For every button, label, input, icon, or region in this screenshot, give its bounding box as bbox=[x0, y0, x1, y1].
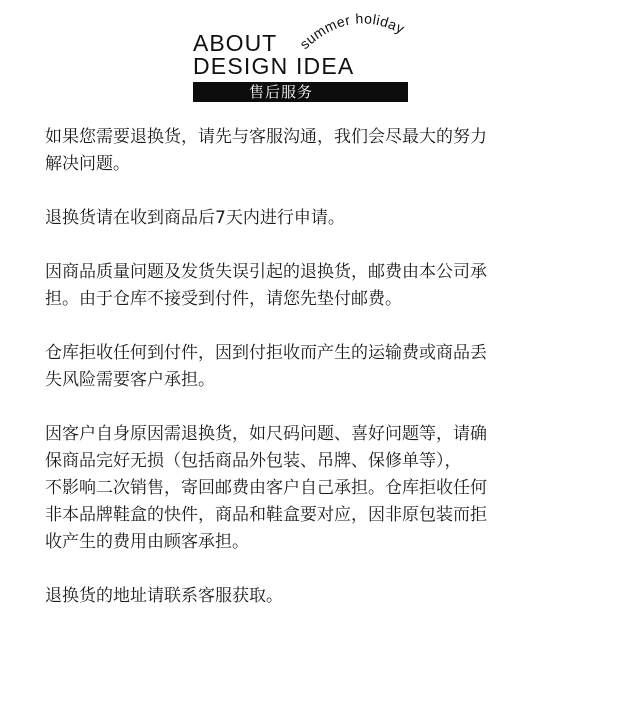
policy-line: 因客户自身原因需退换货，如尺码问题、喜好问题等，请确 bbox=[45, 424, 487, 444]
brand-logo bbox=[193, 6, 418, 102]
policy-line: 退换货的地址请联系客服获取。 bbox=[45, 586, 283, 606]
logo-arc-text bbox=[295, 6, 417, 56]
logo-line-design-idea: DESIGN IDEA bbox=[193, 53, 355, 79]
policy-line: 如果您需要退换货，请先与客服沟通，我们会尽最大的努力 bbox=[45, 127, 487, 147]
policy-line: 因商品质量问题及发货失误引起的退换货，邮费由本公司承 bbox=[45, 262, 487, 282]
logo-line-about: ABOUT bbox=[193, 30, 278, 56]
policy-line: 非本品牌鞋盒的快件，商品和鞋盒要对应，因非原包装而拒 bbox=[45, 505, 487, 525]
policy-paragraph bbox=[45, 124, 585, 178]
policy-line: 担。由于仓库不接受到付件，请您先垫付邮费。 bbox=[45, 289, 402, 309]
policy-line: 退换货请在收到商品后7天内进行申请。 bbox=[45, 208, 345, 228]
policy-paragraph bbox=[45, 340, 585, 394]
svg-text:summer holiday bbox=[296, 10, 407, 52]
policy-line: 解决问题。 bbox=[45, 154, 130, 174]
policy-line: 仓库拒收任何到付件，因到付拒收而产生的运输费或商品丢 bbox=[45, 343, 487, 363]
logo-tagline: summer holiday bbox=[296, 10, 408, 53]
after-sales-policy bbox=[45, 124, 585, 637]
policy-paragraph bbox=[45, 583, 585, 610]
policy-line: 保商品完好无损（包括商品外包装、吊牌、保修单等）， bbox=[45, 451, 462, 471]
policy-paragraph bbox=[45, 205, 585, 232]
policy-line: 失风险需要客户承担。 bbox=[45, 370, 215, 390]
policy-line: 不影响二次销售，寄回邮费由客户自己承担。仓库拒收任何 bbox=[45, 478, 487, 498]
policy-line: 收产生的费用由顾客承担。 bbox=[45, 532, 249, 552]
policy-paragraph bbox=[45, 421, 585, 556]
policy-paragraph bbox=[45, 259, 585, 313]
after-sales-banner: 售后服务 bbox=[193, 82, 408, 102]
